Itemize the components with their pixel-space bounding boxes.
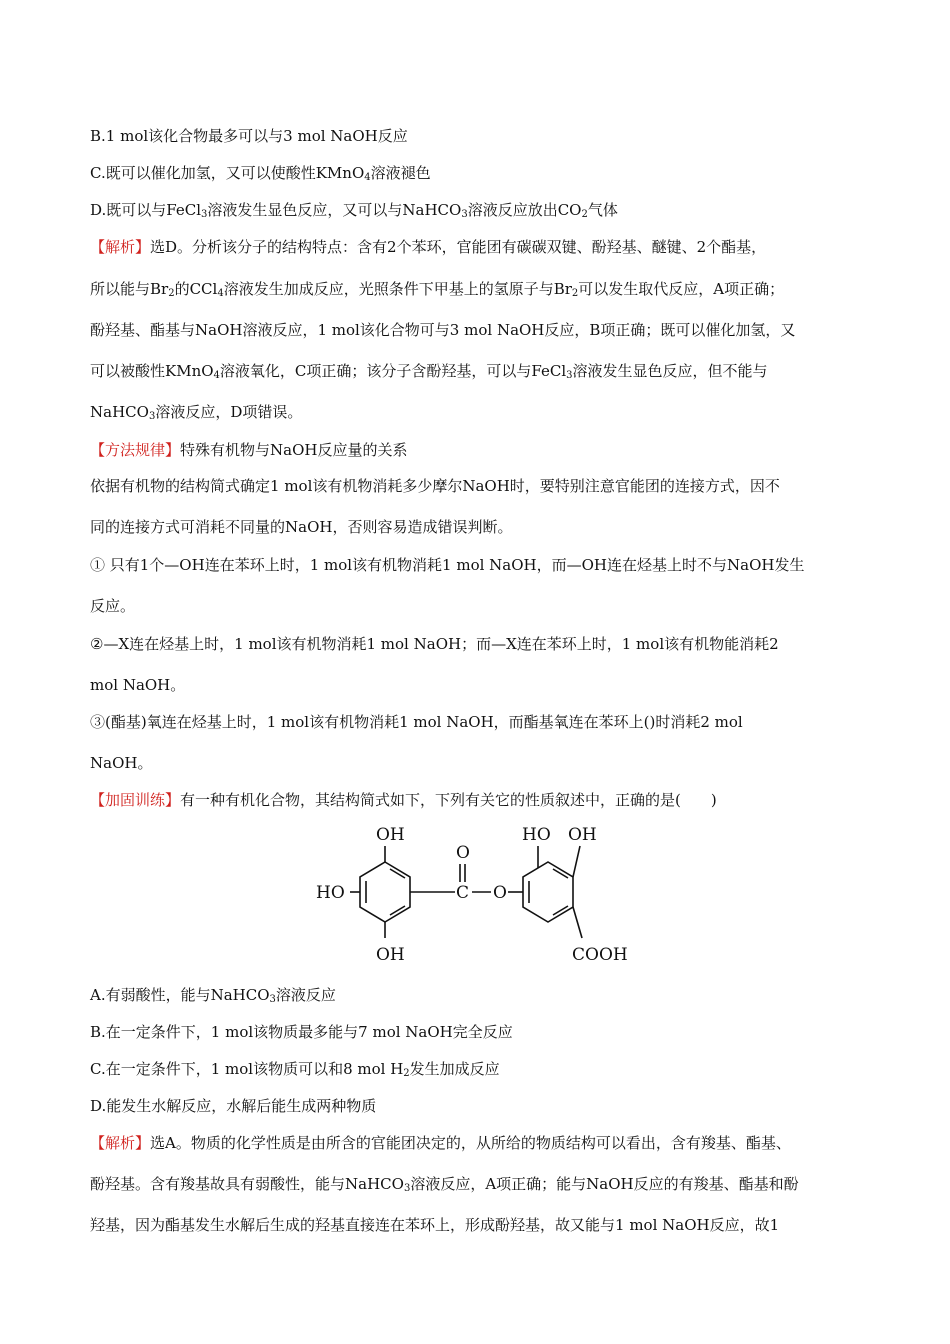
oh-top-right-label: OH (568, 825, 597, 845)
analysis-2-line-2 (90, 1174, 799, 1194)
chemical-structure (310, 820, 640, 970)
method-tag: 【方法规律】 (90, 441, 181, 459)
carbon-label: C (456, 883, 470, 903)
left-benzene-ring (360, 862, 410, 922)
rule-1: ① 只有1个—OH连在苯环上时，1 mol该有机物消耗1 mol NaOH，而—OH连在烃基上时不与NaOH发生 (90, 556, 805, 574)
analysis-tag: 【解析】 (90, 1134, 151, 1152)
analysis-text: 选A。物质的化学性质是由所含的官能团决定的，从所给的物质结构可以看出，含有羧基、酯基、 (150, 1134, 791, 1152)
method-paragraph-1: 依据有机物的结构简式确定1 mol该有机物消耗多少摩尔NaOH时，要特别注意官能团的连接方式，因不 (90, 477, 780, 495)
analysis-1-line-2 (90, 279, 784, 299)
text: 所以能与Br (90, 280, 169, 298)
text: 溶液反应，D项错误。 (155, 403, 303, 421)
text: C.在一定条件下，1 mol该物质可以和8 mol H (90, 1060, 404, 1078)
text: 可以发生取代反应，A项正确； (578, 280, 785, 298)
option-d (90, 200, 618, 220)
option-d-text: D.既可以与FeCl (90, 201, 201, 219)
text: NaHCO (90, 403, 149, 421)
bond (573, 846, 580, 877)
text: 溶液氧化，C项正确；该分子含酚羟基，可以与FeCl (219, 362, 567, 380)
subscript: 3 (201, 209, 208, 220)
subscript: 3 (566, 370, 573, 381)
analysis-1-line-3: 酚羟基、酯基与NaOH溶液反应，1 mol该化合物可与3 mol NaOH反应，B项正确；既可以催化加氢，又 (90, 321, 796, 339)
analysis-text: 选D。分析该分子的结构特点：含有2个苯环，官能团有碳碳双键、酚羟基、醚键、2个酯基， (150, 238, 767, 256)
right-benzene-ring (523, 862, 573, 922)
analysis-1-line-4 (90, 361, 768, 381)
analysis-1-line-5 (90, 402, 302, 422)
text: 可以被酸性KMnO (90, 362, 214, 380)
oh-top-left-label: OH (376, 825, 405, 845)
option-b: B.1 mol该化合物最多可以与3 mol NaOH反应 (90, 127, 408, 145)
option-d-text-end: 气体 (587, 201, 618, 219)
question-text: 有一种有机化合物，其结构简式如下，下列有关它的性质叙述中，正确的是( ) (180, 791, 717, 809)
subscript: 4 (217, 288, 224, 299)
option2-c (90, 1059, 500, 1079)
subscript: 2 (168, 288, 175, 299)
subscript: 2 (571, 288, 579, 299)
analysis-1-line-1 (90, 237, 766, 257)
text: 酚羟基。含有羧基故具有弱酸性，能与NaHCO (90, 1175, 404, 1193)
option-d-text-mid2: 溶液反应放出CO (467, 201, 582, 219)
method-title: 特殊有机物与NaOH反应量的关系 (180, 441, 408, 459)
rule-3-cont: NaOH。 (90, 754, 153, 772)
method-heading (90, 440, 407, 460)
text: A.有弱酸性，能与NaHCO (90, 986, 270, 1004)
option2-a (90, 985, 336, 1005)
analysis-2-line-1 (90, 1133, 791, 1153)
carbonyl-o-label: O (456, 843, 470, 863)
cooh-label: COOH (572, 945, 628, 965)
option-c (90, 163, 431, 183)
option-d-text-mid: 溶液发生显色反应，又可以与NaHCO (207, 201, 462, 219)
option-c-text: C.既可以催化加氢，又可以使酸性KMnO (90, 164, 365, 182)
subscript: 3 (269, 994, 276, 1005)
rule-2-cont: mol NaOH。 (90, 676, 186, 694)
rule-2: ②—X连在烃基上时，1 mol该有机物消耗1 mol NaOH；而—X连在苯环上时，1 mol该有机物能消耗2 (90, 635, 779, 653)
subscript: 2 (581, 209, 588, 220)
subscript: 4 (364, 172, 371, 183)
ho-left-label: HO (316, 883, 345, 903)
subscript: 3 (148, 411, 156, 422)
text: 溶液反应，A项正确；能与NaOH反应的有羧基、酯基和酚 (410, 1175, 799, 1193)
rule-3: ③(酯基)氧连在烃基上时，1 mol该有机物消耗1 mol NaOH，而酯基氧连在苯环上()时消耗2 mol (90, 713, 743, 731)
rule-1-cont: 反应。 (90, 597, 136, 615)
exercise-tag: 【加固训练】 (90, 791, 181, 809)
subscript: 2 (403, 1068, 410, 1079)
text: 溶液发生显色反应，但不能与 (572, 362, 768, 380)
ether-o-label: O (493, 883, 507, 903)
text: 发生加成反应 (409, 1060, 500, 1078)
text: 的CCl (174, 280, 218, 298)
ho-top-mid-label: HO (522, 825, 551, 845)
option2-d: D.能发生水解反应，水解后能生成两种物质 (90, 1097, 377, 1115)
oh-bottom-label: OH (376, 945, 405, 965)
subscript: 3 (403, 1183, 411, 1194)
subscript: 4 (213, 370, 220, 381)
option-c-text-end: 溶液褪色 (370, 164, 431, 182)
exercise-question (90, 790, 717, 810)
method-paragraph-2: 同的连接方式可消耗不同量的NaOH，否则容易造成错误判断。 (90, 518, 513, 536)
subscript: 3 (461, 209, 468, 220)
text: 溶液反应 (275, 986, 336, 1004)
bond (573, 907, 582, 938)
analysis-2-line-3: 羟基，因为酯基发生水解后生成的羟基直接连在苯环上，形成酚羟基，故又能与1 mol NaOH反应，故1 (90, 1216, 780, 1234)
text: 溶液发生加成反应，光照条件下甲基上的氢原子与Br (223, 280, 572, 298)
option2-b: B.在一定条件下，1 mol该物质最多能与7 mol NaOH完全反应 (90, 1023, 513, 1041)
analysis-tag: 【解析】 (90, 238, 151, 256)
